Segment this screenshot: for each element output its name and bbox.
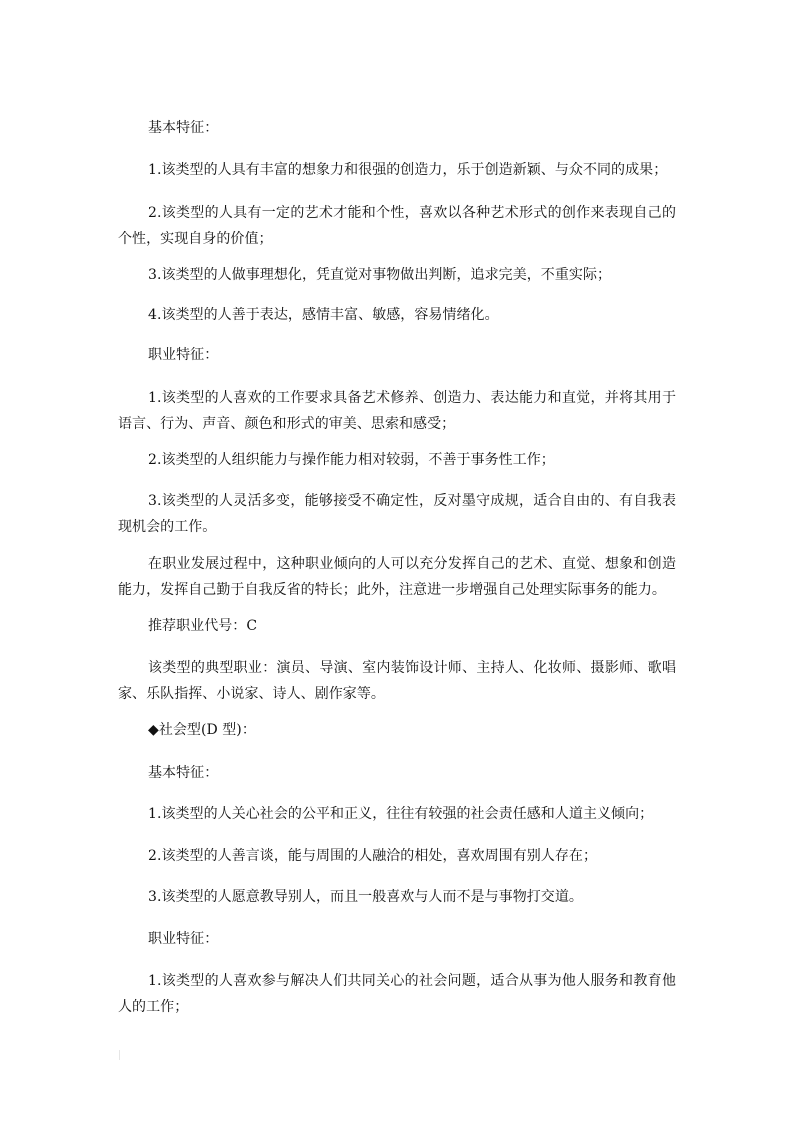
recommended-code: 推荐职业代号：C: [148, 618, 258, 634]
paragraph: 该类型的典型职业：演员、导演、室内装饰设计师、主持人、化妆师、摄影师、歌唱家、乐队指挥、小说家、诗人、剧作家等。: [118, 660, 676, 702]
paragraph: 1.该类型的人喜欢的工作要求具备艺术修养、创造力、表达能力和直觉，并将其用于语言、行为、声音、颜色和形式的审美、思索和感受；: [118, 390, 676, 432]
paragraph: 1.该类型的人具有丰富的想象力和很强的创造力，乐于创造新颖、与众不同的成果；: [148, 162, 668, 178]
paragraph: 4.该类型的人善于表达，感情丰富、敏感，容易情绪化。: [148, 307, 499, 323]
paragraph: 3.该类型的人愿意教导别人，而且一般喜欢与人而不是与事物打交道。: [148, 889, 583, 905]
paragraph: 在职业发展过程中，这种职业倾向的人可以充分发挥自己的艺术、直觉、想象和创造能力，发挥自己勤于自我反省的特长；此外，注意进一步增强自己处理实际事务的能力。: [118, 556, 676, 598]
section-heading-career-traits: 职业特征：: [148, 931, 219, 947]
faint-margin-mark: [119, 1050, 120, 1060]
section-heading-basic-traits: 基本特征：: [148, 120, 219, 136]
paragraph: 3.该类型的人灵活多变，能够接受不确定性，反对墨守成规，适合自由的、有自我表现机会的工作。: [118, 493, 676, 535]
paragraph: 2.该类型的人具有一定的艺术才能和个性，喜欢以各种艺术形式的创作来表现自己的个性，实现自身的价值；: [118, 205, 676, 247]
paragraph: 2.该类型的人善言谈，能与周围的人融洽的相处，喜欢周围有别人存在；: [148, 848, 598, 864]
section-heading-social-type: ◆社会型(D 型)：: [148, 722, 256, 738]
section-heading-basic-traits: 基本特征：: [148, 765, 219, 781]
paragraph: 2.该类型的人组织能力与操作能力相对较弱，不善于事务性工作；: [148, 452, 555, 468]
section-heading-career-traits: 职业特征：: [148, 347, 219, 363]
paragraph: 3.该类型的人做事理想化，凭直觉对事物做出判断，追求完美，不重实际；: [148, 267, 612, 283]
paragraph: 1.该类型的人喜欢参与解决人们共同关心的社会问题，适合从事为他人服务和教育他人的工作；: [118, 973, 676, 1015]
paragraph: 1.该类型的人关心社会的公平和正义，往往有较强的社会责任感和人道主义倾向；: [148, 806, 654, 822]
